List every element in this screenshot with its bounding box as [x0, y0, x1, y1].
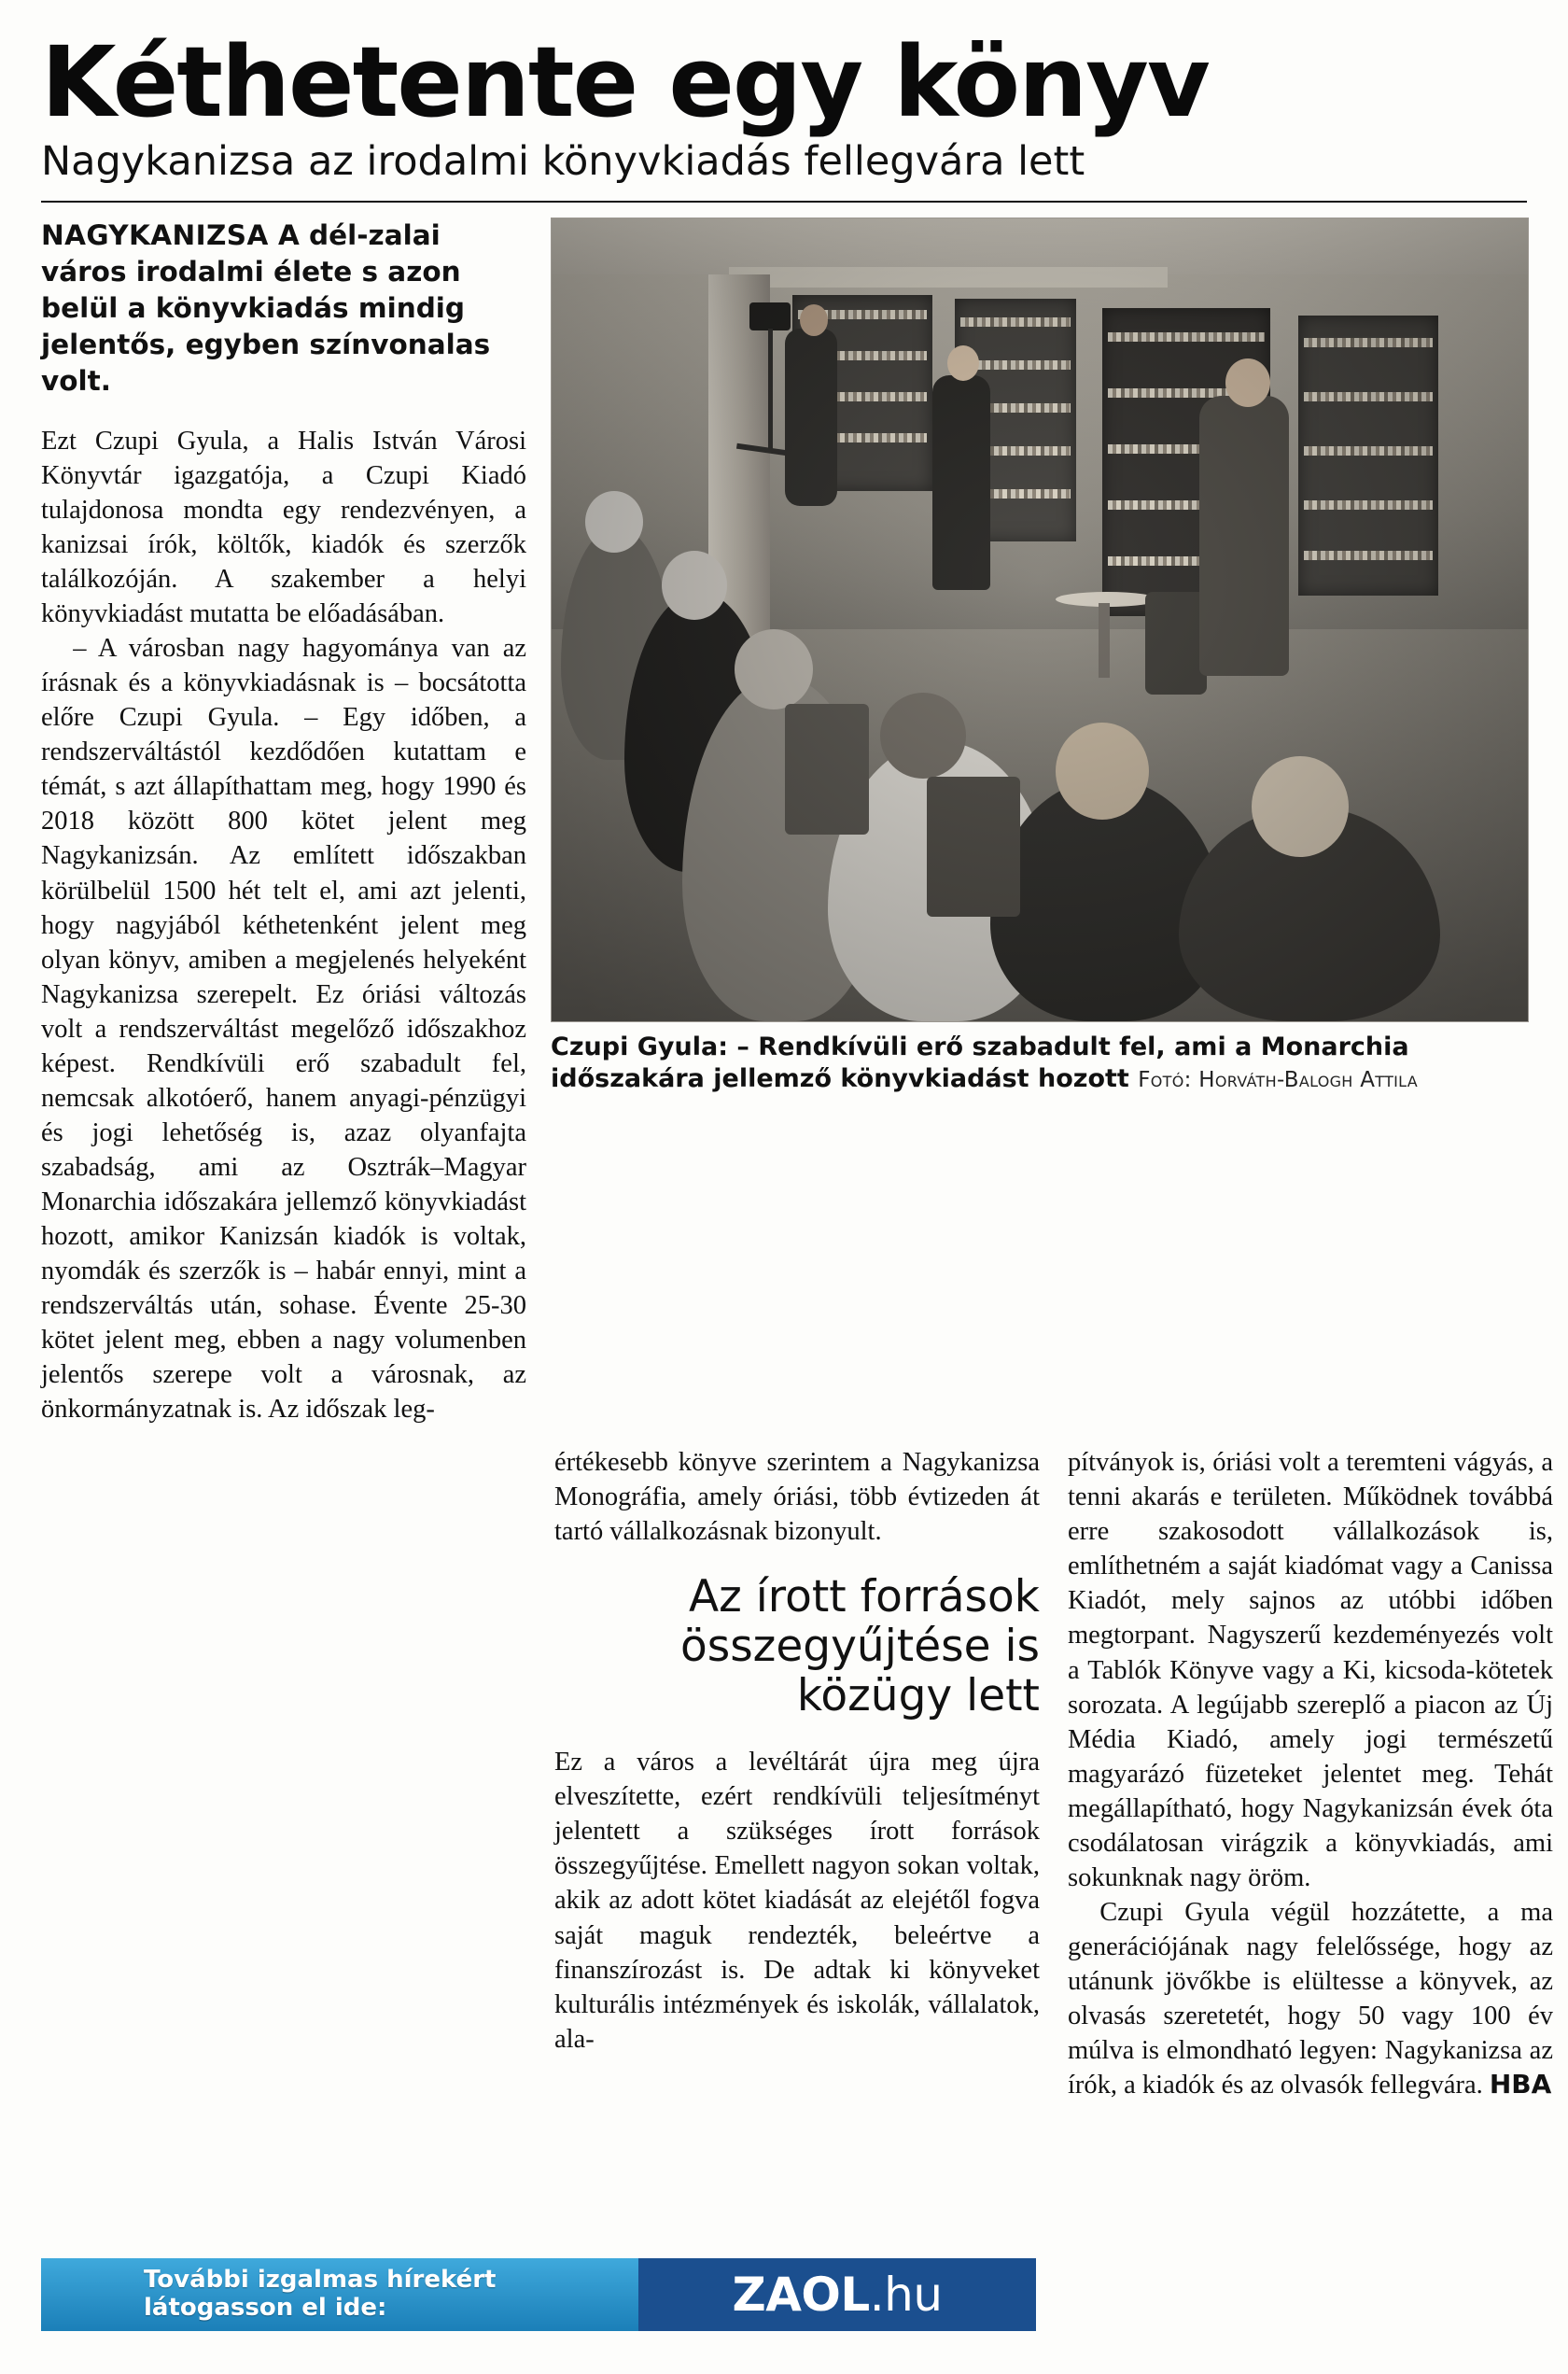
zaol-logo-name: ZAOL — [732, 2268, 870, 2322]
zaol-logo[interactable] — [732, 2268, 942, 2322]
ad-line-1: További izgalmas hírekért — [144, 2266, 497, 2295]
column3-paragraph-2 — [1068, 1895, 1553, 2102]
photo-caption — [551, 1032, 1527, 1094]
column1-paragraph-1: Ezt Czupi Gyula, a Halis István Városi Könyvtár igazgatója, a Czupi Kiadó tulajdonosa mondta egy rendezvényen, a kanizsai írók, költők, kiadók és szerzők találkozóján. A szakember a helyi könyvkiadást mutatta be előadásában. — [41, 426, 526, 629]
lower-columns — [41, 1445, 1553, 2102]
photo-credit: Fotó: Horváth-Balogh Attila — [1138, 1067, 1418, 1092]
column3-paragraph-1: pítványok is, óriási volt a teremteni vágyás, a tenni akarás e területen. Működnek továbbá erre szakosodott vállalkozások is, említhetném a saját kiadómat vagy a Canissa Kiadót, mely sajnos az utóbbi időben megtorpant. Nagyszerű kezdeményezés volt a Tablók Könyve vagy a Ki, kicsoda-kötetek sorozata. A legújabb szereplő a piacon az Új Média Kiadó, amely jogi természetű magyarázó füzeteket jelentet meg. Tehát megállapítható, hogy Nagykanizsán évek óta csodálatosan virágzik a könyvkiadás, ami sokunknak nagy öröm. — [1068, 1448, 1553, 1892]
top-section — [41, 218, 1527, 1426]
ad-message — [41, 2258, 638, 2331]
lead-paragraph — [41, 218, 526, 400]
header-divider — [41, 201, 1527, 203]
lead-column — [41, 218, 526, 1426]
pull-quote: Az írott források összegyűjtése is közügy lett — [679, 1571, 1040, 1721]
column-2 — [554, 1445, 1040, 2102]
column1-paragraph-2: – A városban nagy hagyománya van az írásnak és a könyvkiadásnak is – bocsátotta előre Czupi Gyula. – Egy időben, a rendszerváltástól kezdődően kutattam e témát, s azt állapíthattam meg, hogy 1990 és 2018 között 800 kötet jelent meg Nagykanizsán. Az említett időszakban körülbelül 1500 hét telt el, ami azt jelenti, hogy nagyjából kéthetenként jelent meg olyan könyv, amiben a megjelenés helyeként Nagykanizsa szerepelt. Ez óriási változás volt a rendszerváltást megelőző időszakhoz képest. Rendkívüli erő szabadult fel, nemcsak alkotóerő, hanem anyagi-pénzügyi és jogi lehetőség is, azaz olyanfajta szabadság, ami az Osztrák–Magyar Monarchia időszakára jellemző könyvkiadást hozott, amikor Kanizsán kiadók is voltak, nyomdák és szerzők is – habár ennyi, mint a rendszerváltás után, sohase. Évente 25-30 kötet jelent meg, ebben a nagy volumenben jelentős szerepe volt a városnak, az önkormányzatnak is. Az időszak leg- — [41, 634, 526, 1425]
column3-paragraph-2-text: Czupi Gyula végül hozzátette, a ma generációjának nagy felelőssége, hogy az utánunk jövőkbe is elültesse a könyvek, az olvasás szeretetét, hogy 50 vagy 100 év múlva is elmondható legyen: Nagykanizsa az írók, a kiadók és az olvasók fellegvára. — [1068, 1897, 1553, 2100]
advertisement-banner[interactable] — [41, 2258, 1036, 2331]
lead-text: A dél-zalai város irodalmi élete s azon belül a könyvkiadás mindig jelentős, egyben színvonalas volt. — [41, 219, 491, 397]
ad-logo-area[interactable] — [638, 2258, 1036, 2331]
column-3 — [1068, 1445, 1553, 2102]
photo-caption-text: Czupi Gyula: – Rendkívüli erő szabadult fel, ami a Monarchia időszakára jellemző könyvkiadást hozott — [551, 1032, 1409, 1093]
dateline: NAGYKANIZSA — [41, 219, 269, 252]
article-subheadline: Nagykanizsa az irodalmi könyvkiadás fellegvára lett — [41, 137, 1085, 185]
page-title: Kéthetente egy könyv — [41, 25, 1209, 139]
zaol-logo-suffix: .hu — [869, 2268, 943, 2322]
article-byline: HBA — [1489, 2069, 1552, 2100]
article-photo — [551, 218, 1529, 1022]
column-1-continued — [41, 1445, 526, 2102]
photo-column — [551, 218, 1527, 1094]
ad-line-2: látogasson el ide: — [144, 2294, 387, 2322]
column2-paragraph-2: Ez a város a levéltárát újra meg újra elveszítette, ezért rendkívüli teljesítményt jelentett a szükséges írott források összegyűjtése. Emellett nagyon sokan voltak, akik az adott kötet kiadását az elejétől fogva saját maguk rendezték, beleértve a finanszírozást is. De adtak ki könyveket kulturális intézmények és iskolák, vállalatok, ala- — [554, 1748, 1040, 2054]
column2-paragraph-1: értékesebb könyve szerintem a Nagykanizsa Monográfia, amely óriási, több évtizeden át tartó vállalkozásnak bizonyult. — [554, 1448, 1040, 1547]
